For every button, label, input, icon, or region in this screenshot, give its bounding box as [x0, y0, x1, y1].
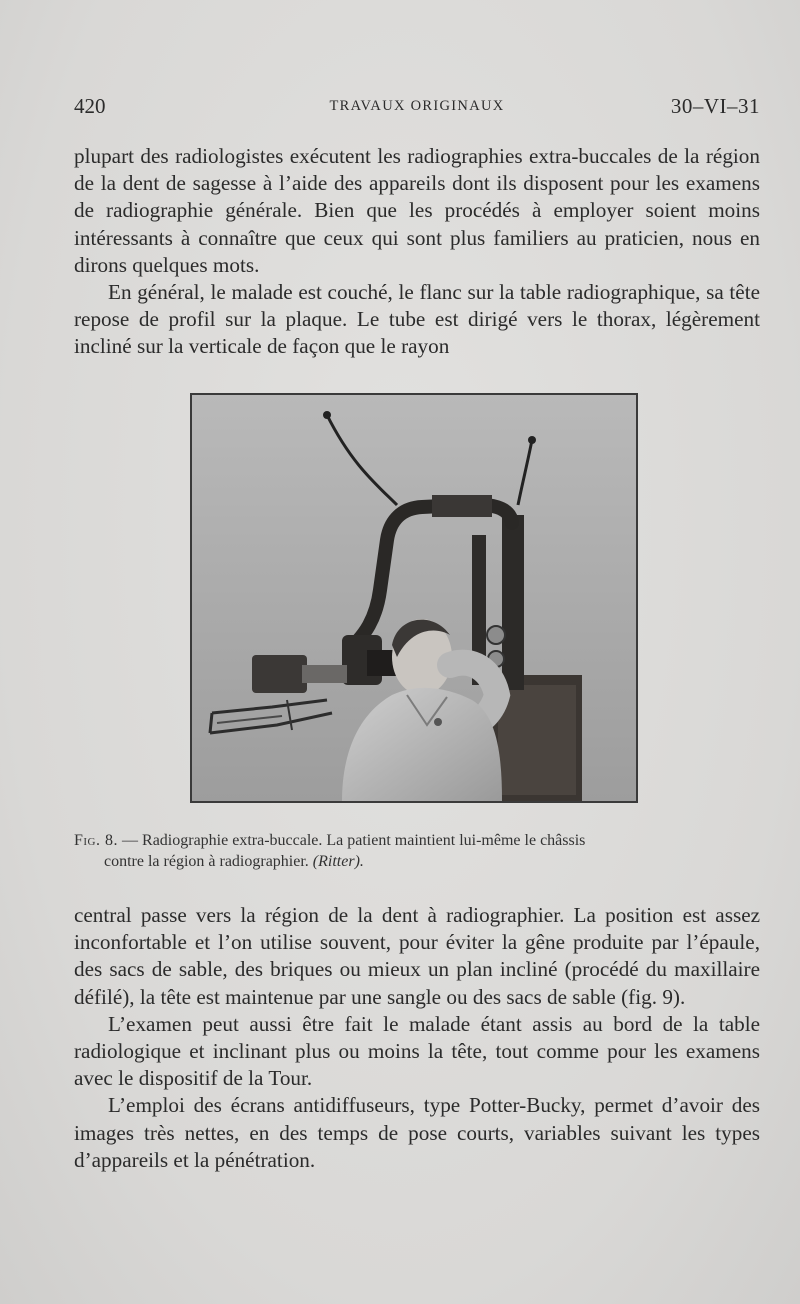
caption-text-2: contre la région à radiographier.: [104, 853, 309, 870]
figure-credit: (Ritter).: [312, 853, 364, 870]
xray-apparatus-photo: [192, 395, 636, 801]
paragraph: En général, le malade est couché, le flanc sur la table radiographique, sa tête repose de profil sur la plaque. Le tube est dirigé vers le thorax, légèrement incliné sur la verticale de façon que le rayon: [74, 280, 760, 359]
caption-line-2: [74, 851, 760, 872]
paragraph: L’emploi des écrans antidiffuseurs, type Potter-Bucky, permet d’avoir des images très nettes, en des temps de pose courts, variables suivant les types d’appareils et la pénétration.: [74, 1093, 760, 1172]
caption-text: — Radiographie extra-buccale. La patient maintient lui-même le châssis: [122, 832, 586, 849]
figure-label: Fig. 8.: [74, 832, 119, 849]
paragraph: central passe vers la région de la dent à radiographier. La position est assez inconfortable et l’on utilise souvent, pour éviter la gêne produite par l’épaule, des sacs de sable, des briques ou mieux un plan incliné (procédé du maxillaire défilé), la tête est maintenue par une sangle ou des sacs de sable (fig. 9).: [74, 903, 760, 1009]
running-head-title: TRAVAUX ORIGINAUX: [329, 98, 505, 114]
page-number: 420: [74, 94, 106, 118]
text-block-before-figure: [74, 143, 760, 361]
text-block-after-figure: [74, 902, 760, 1174]
running-head-date: 30–VI–31: [670, 94, 760, 118]
paragraph: L’examen peut aussi être fait le malade étant assis au bord de la table radiologique et inclinant plus ou moins la tête, tout comme pour les examens avec le dispositif de la Tour.: [74, 1011, 760, 1091]
figure-caption: [74, 830, 760, 872]
figure-photograph: [190, 393, 638, 803]
paragraph: plupart des radiologistes exécutent les radiographies extra-buccales de la région de la dent de sagesse à l’aide des appareils dont ils disposent pour les examens de radiographie générale. Bien que les procédés à employer soient moins intéressants à connaître que ceux qui sont plus familiers au praticien, nous en dirons quelques mots.: [74, 144, 760, 277]
running-head: [74, 94, 760, 122]
